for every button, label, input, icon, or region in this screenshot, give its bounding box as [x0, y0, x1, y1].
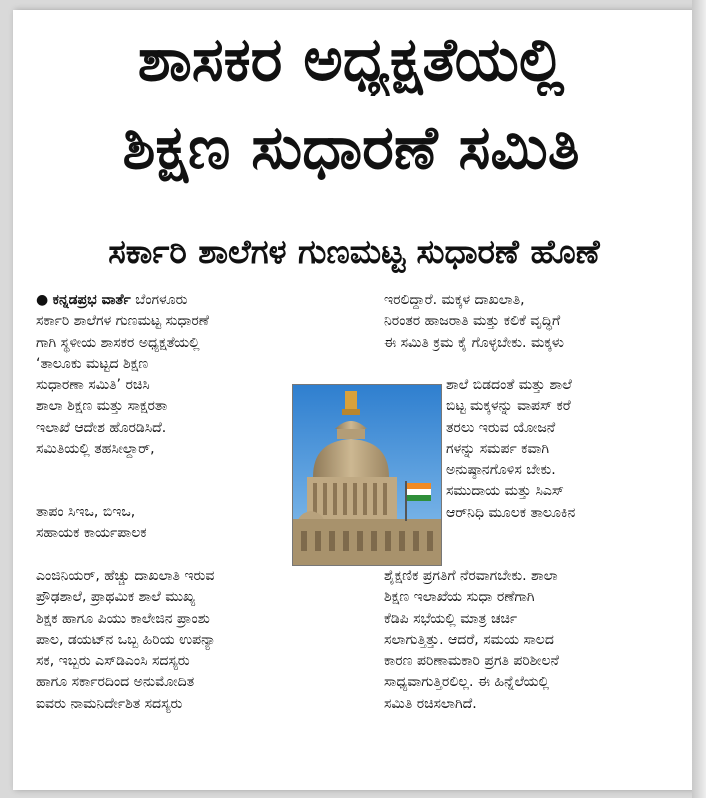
text-line: ಸಲಾಗುತ್ತಿತ್ತು. ಆದರೆ, ಸಮಯ ಸಾಲದ: [384, 631, 554, 648]
dome-illustration: [293, 385, 441, 565]
byline-place: ಬೆಂಗಳೂರು: [135, 292, 188, 308]
text-line: ಆರ್‌ನಿಧಿ ಮೂಲಕ ತಾಲೂಕಿನ: [446, 504, 576, 521]
text-line: ಎಂಜಿನಿಯರ್, ಹೆಚ್ಚು ದಾಖಲಾತಿ ಇರುವ: [36, 568, 215, 584]
text-line: ‘ತಾಲೂಕು ಮಟ್ಟದ ಶಿಕ್ಷಣ: [36, 355, 149, 372]
headline-line-2: ಶಿಕ್ಷಣ ಸುಧಾರಣೆ ಸಮಿತಿ: [122, 113, 580, 183]
byline: [36, 290, 368, 311]
flag-pole: [405, 481, 407, 521]
headline-line-1: ಶಾಸಕರ ಅಧ್ಯಕ್ಷತೆಯಲ್ಲಿ: [137, 25, 565, 95]
text-line: ಶಿಕ್ಷಕ ಹಾಗೂ ಪಿಯು ಕಾಲೇಜಿನ ಪ್ರಾಂಶು: [36, 610, 210, 627]
text-line: ಸಮುದಾಯ ಮತ್ತು ಸಿಎಸ್: [446, 483, 564, 500]
lion-capital: [345, 391, 357, 411]
text-line: ಶೈಕ್ಷಣಿಕ ಪ್ರಗತಿಗೆ ನೆರವಾಗಬೇಕು. ಶಾಲಾ: [384, 568, 558, 584]
text-line: ಗಳನ್ನು ಸಮರ್ಪ ಕವಾಗಿ: [446, 440, 550, 457]
text-line: ಸಮಿತಿ ರಚಿಸಲಾಗಿದೆ.: [384, 695, 477, 712]
text-line: ಸಕ, ಇಬ್ಬರು ಎಸ್‌ಡಿಎಂಸಿ ಸದಸ್ಯರು: [36, 653, 190, 670]
text-line: ಅನುಷ್ಠಾನಗೊಳಿಸ ಬೇಕು.: [446, 462, 556, 479]
text-line: ಶಿಕ್ಷಣ ಇಲಾಖೆಯ ಸುಧಾ ರಣೆಗಾಗಿ: [384, 589, 535, 606]
text-line: ಸಹಾಯಕ ಕಾರ್ಯಪಾಲಕ: [36, 525, 147, 542]
text-line: ಸಾಧ್ಯವಾಗುತ್ತಿರಲಿಲ್ಲ. ಈ ಹಿನ್ನೆಲೆಯಲ್ಲಿ: [384, 674, 550, 691]
flag-green: [407, 495, 431, 501]
flag-white: [407, 489, 431, 495]
article-column-2-mid: [446, 375, 684, 524]
text-line: ಇರಲಿದ್ದಾರೆ. ಮಕ್ಕಳ ದಾಖಲಾತಿ,: [384, 292, 525, 308]
text-line: ಪ್ರೌಢಶಾಲೆ, ಪ್ರಾಥಮಿಕ ಶಾಲೆ ಮುಖ್ಯ: [36, 589, 196, 606]
text-line: ಸರ್ಕಾರಿ ಶಾಲೆಗಳ ಗುಣಮಟ್ಟ ಸುಧಾರಣೆ: [36, 313, 209, 330]
article-column-1-mid: [36, 502, 292, 545]
text-line: ನಿರಂತರ ಹಾಜರಾತಿ ಮತ್ತು ಕಲಿಕೆ ವೃದ್ಧಿಗೆ: [384, 313, 561, 330]
flag-saffron: [407, 483, 431, 489]
byline-bullet: ●: [36, 292, 49, 308]
text-line: ತರಲು ಇರುವ ಯೋಜನೆ: [446, 419, 556, 436]
article-column-2-top: [384, 290, 684, 354]
text-line: ಶಾಲಾ ಶಿಕ್ಷಣ ಮತ್ತು ಸಾಕ್ಷರತಾ: [36, 398, 168, 415]
text-line: ಶಾಲೆ ಬಿಡದಂತೆ ಮತ್ತು ಶಾಲೆ: [446, 377, 572, 393]
vidhana-soudha-photo: [292, 384, 442, 566]
article-column-2-bottom: [384, 566, 684, 715]
article-column-1-bottom: [36, 566, 368, 715]
cupola-drum: [337, 429, 365, 439]
text-line: ಸಮಿತಿಯಲ್ಲಿ ತಹಸೀಲ್ದಾರ್,: [36, 441, 155, 458]
text-line: ಕಾರಣ ಪರಿಣಾಮಕಾರಿ ಪ್ರಗತಿ ಪರಿಶೀಲನೆ: [384, 653, 559, 670]
text-line: ಐವರು ನಾಮನಿರ್ದೇಶಿತ ಸದಸ್ಯರು: [36, 695, 183, 712]
text-line: ಹಾಗೂ ಸರ್ಕಾರದಿಂದ ಅನುಮೋದಿತ: [36, 674, 195, 691]
text-line: ಪಾಲ, ಡಯಟ್‌ನ ಒಬ್ಬ ಹಿರಿಯ ಉಪನ್ಯಾ: [36, 631, 216, 648]
page-edge: [692, 0, 706, 798]
text-line: ಕೆಡಿಪಿ ಸಭೆಯಲ್ಲಿ ಮಾತ್ರ ಚರ್ಚಿ: [384, 610, 518, 627]
byline-paper: ಕನ್ನಡಪ್ರಭ ವಾರ್ತೆ: [52, 292, 131, 308]
text-line: ತಾಪಂ ಸಿಇಒ, ಬಿಇಒ,: [36, 504, 136, 520]
text-line: ಬಿಟ್ಟ ಮಕ್ಕಳನ್ನು ವಾಪಸ್ ಕರೆ: [446, 398, 571, 415]
text-line: ಗಾಗಿ ಸ್ಥಳೀಯ ಶಾಸಕರ ಅಧ್ಯಕ್ಷತೆಯಲ್ಲಿ: [36, 334, 200, 351]
capital-base: [342, 409, 360, 415]
text-line: ಇಲಾಖೆ ಆದೇಶ ಹೊರಡಿಸಿದೆ.: [36, 419, 167, 436]
text-line: ಈ ಸಮಿತಿ ಕ್ರಮ ಕೈ ಗೊಳ್ಳಬೇಕು. ಮಕ್ಕಳು: [384, 334, 564, 351]
subheadline: ಸರ್ಕಾರಿ ಶಾಲೆಗಳ ಗುಣಮಟ್ಟ ಸುಧಾರಣೆ ಹೊಣೆ: [108, 232, 600, 271]
text-line: ಸುಧಾರಣಾ ಸಮಿತಿ’ ರಚಿಸಿ: [36, 377, 150, 394]
